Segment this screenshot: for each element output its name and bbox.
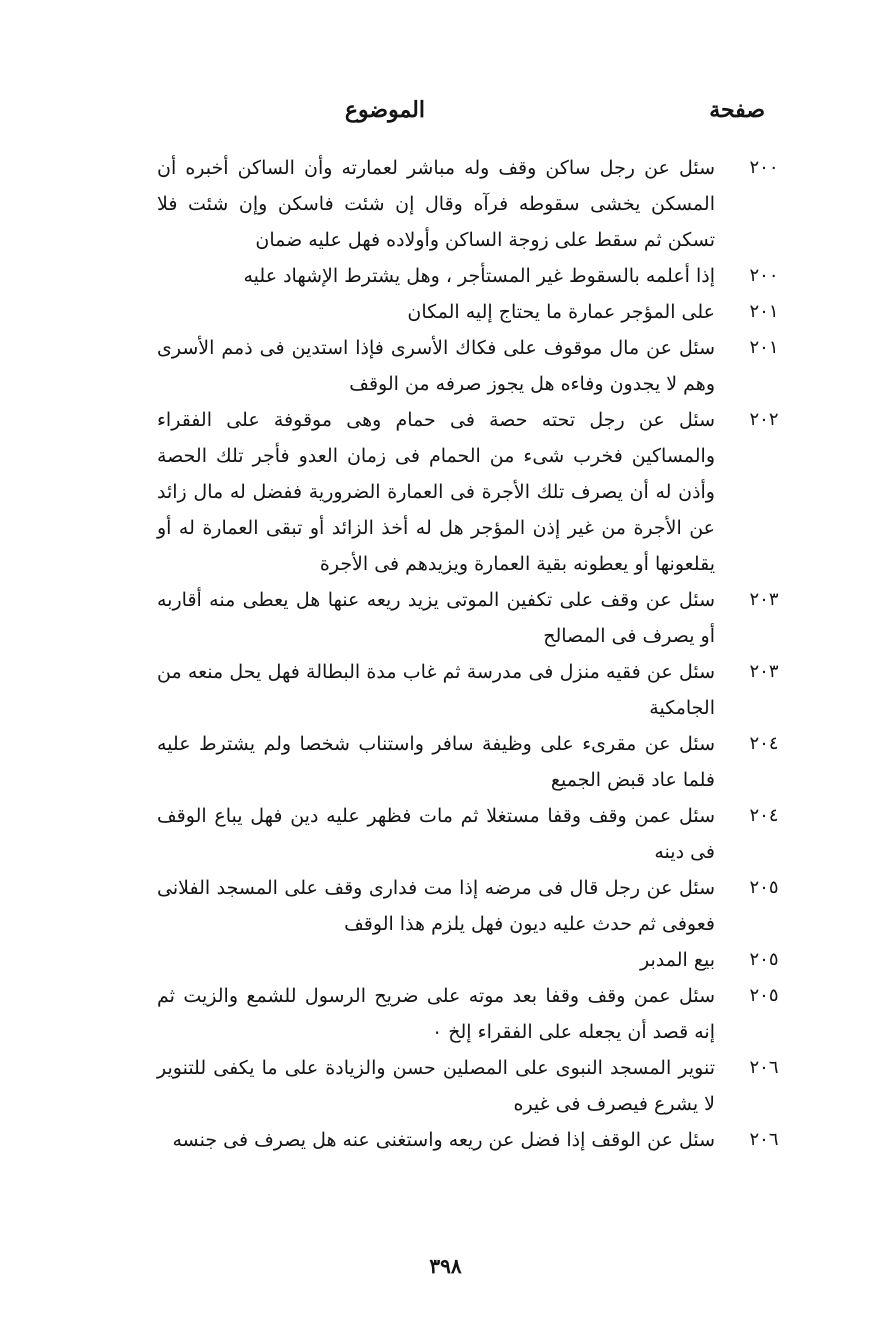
- entry-topic-text: سئل عن فقيه منزل فى مدرسة ثم غاب مدة البطالة فهل يحل منعه من الجامكية: [157, 661, 715, 719]
- entry-page-number: ٢٠٣: [749, 589, 779, 610]
- entry-page-number: ٢٠١: [749, 301, 779, 322]
- entry-topic-text: سئل عن مقرىء على وظيفة سافر واستناب شخصا ولم يشترط عليه فلما عاد قبض الجميع: [157, 733, 715, 791]
- index-entry: [99, 726, 799, 798]
- entry-topic-text: بيع المدبر: [640, 949, 715, 971]
- entry-page-number: ٢٠١: [749, 337, 779, 358]
- entry-topic-text: تنوير المسجد النبوى على المصلين حسن والزيادة على ما يكفى للتنوير لا يشرع فيصرف فى غيره: [157, 1057, 715, 1115]
- page-column-header: صفحة: [709, 97, 765, 123]
- index-entry: [99, 942, 799, 978]
- entry-topic-text: سئل عن رجل ساكن وقف وله مباشر لعمارته وأن الساكن أخبره أن المسكن يخشى سقوطه فرآه وقال إن شئت فاسكن وإن شئت فلا تسكن ثم سقط على زوجة الساكن وأولاده فهل عليه ضمان: [157, 157, 715, 251]
- entry-topic-text: سئل عن رجل تحته حصة فى حمام وهى موقوفة على الفقراء والمساكين فخرب شىء من الحمام فى زمان العدو فأجر تلك الحصة وأذن له أن يصرف تلك الأجرة فى العمارة الضرورية ففضل له مال زائد عن الأجرة من غير إذن المؤجر هل له أخذ الزائد أو تبقى العمارة له أو يقلعونها أو يعطونه بقية العمارة ويزيدهم فى الأجرة: [157, 409, 715, 575]
- index-entry: [99, 402, 799, 582]
- entry-page-number: ٢٠٦: [749, 1129, 779, 1150]
- entry-page-number: ٢٠٥: [749, 949, 779, 970]
- entry-page-number: ٢٠٥: [749, 877, 779, 898]
- entry-page-number: ٢٠٢: [749, 409, 779, 430]
- index-entry: [99, 1122, 799, 1158]
- entry-topic-text: سئل عمن وقف وقفا بعد موته على ضريح الرسول للشمع والزيت ثم إنه قصد أن يجعله على الفقراء إلخ ٠: [157, 985, 715, 1043]
- index-entry: [99, 258, 799, 294]
- entry-page-number: ٢٠٥: [749, 985, 779, 1006]
- index-entry: [99, 978, 799, 1050]
- entry-page-number: ٢٠٠: [749, 157, 779, 178]
- entry-topic-text: سئل عن مال موقوف على فكاك الأسرى فإذا استدين فى ذمم الأسرى وهم لا يجدون وفاءه هل يجوز صرفه من الوقف: [157, 337, 715, 395]
- entry-topic-text: إذا أعلمه بالسقوط غير المستأجر ، وهل يشترط الإشهاد عليه: [243, 265, 715, 287]
- index-entry: [99, 330, 799, 402]
- entry-page-number: ٢٠٦: [749, 1057, 779, 1078]
- index-entry: [99, 798, 799, 870]
- index-entry: [99, 870, 799, 942]
- entry-page-number: ٢٠٣: [749, 661, 779, 682]
- entry-topic-text: سئل عن وقف على تكفين الموتى يزيد ريعه عنها هل يعطى منه أقاربه أو يصرف فى المصالح: [157, 589, 715, 647]
- page-number: ٣٩٨: [429, 1254, 462, 1278]
- entry-topic-text: على المؤجر عمارة ما يحتاج إليه المكان: [407, 301, 715, 323]
- entry-topic-text: سئل عن رجل قال فى مرضه إذا مت فدارى وقف على المسجد الفلانى فعوفى ثم حدث عليه ديون فهل يلزم هذا الوقف: [157, 877, 715, 935]
- index-entry: [99, 582, 799, 654]
- index-entry: [99, 150, 799, 258]
- entry-page-number: ٢٠٤: [749, 733, 779, 754]
- entry-page-number: ٢٠٤: [749, 805, 779, 826]
- index-entries: [99, 150, 799, 1158]
- index-entry: [99, 1050, 799, 1122]
- entry-topic-text: سئل عن الوقف إذا فضل عن ريعه واستغنى عنه هل يصرف فى جنسه: [172, 1129, 715, 1151]
- index-entry: [99, 294, 799, 330]
- topic-column-header: الموضوع: [344, 97, 425, 123]
- entry-page-number: ٢٠٠: [749, 265, 779, 286]
- index-entry: [99, 654, 799, 726]
- entry-topic-text: سئل عمن وقف وقفا مستغلا ثم مات فظهر عليه دين فهل يباع الوقف فى دينه: [157, 805, 715, 863]
